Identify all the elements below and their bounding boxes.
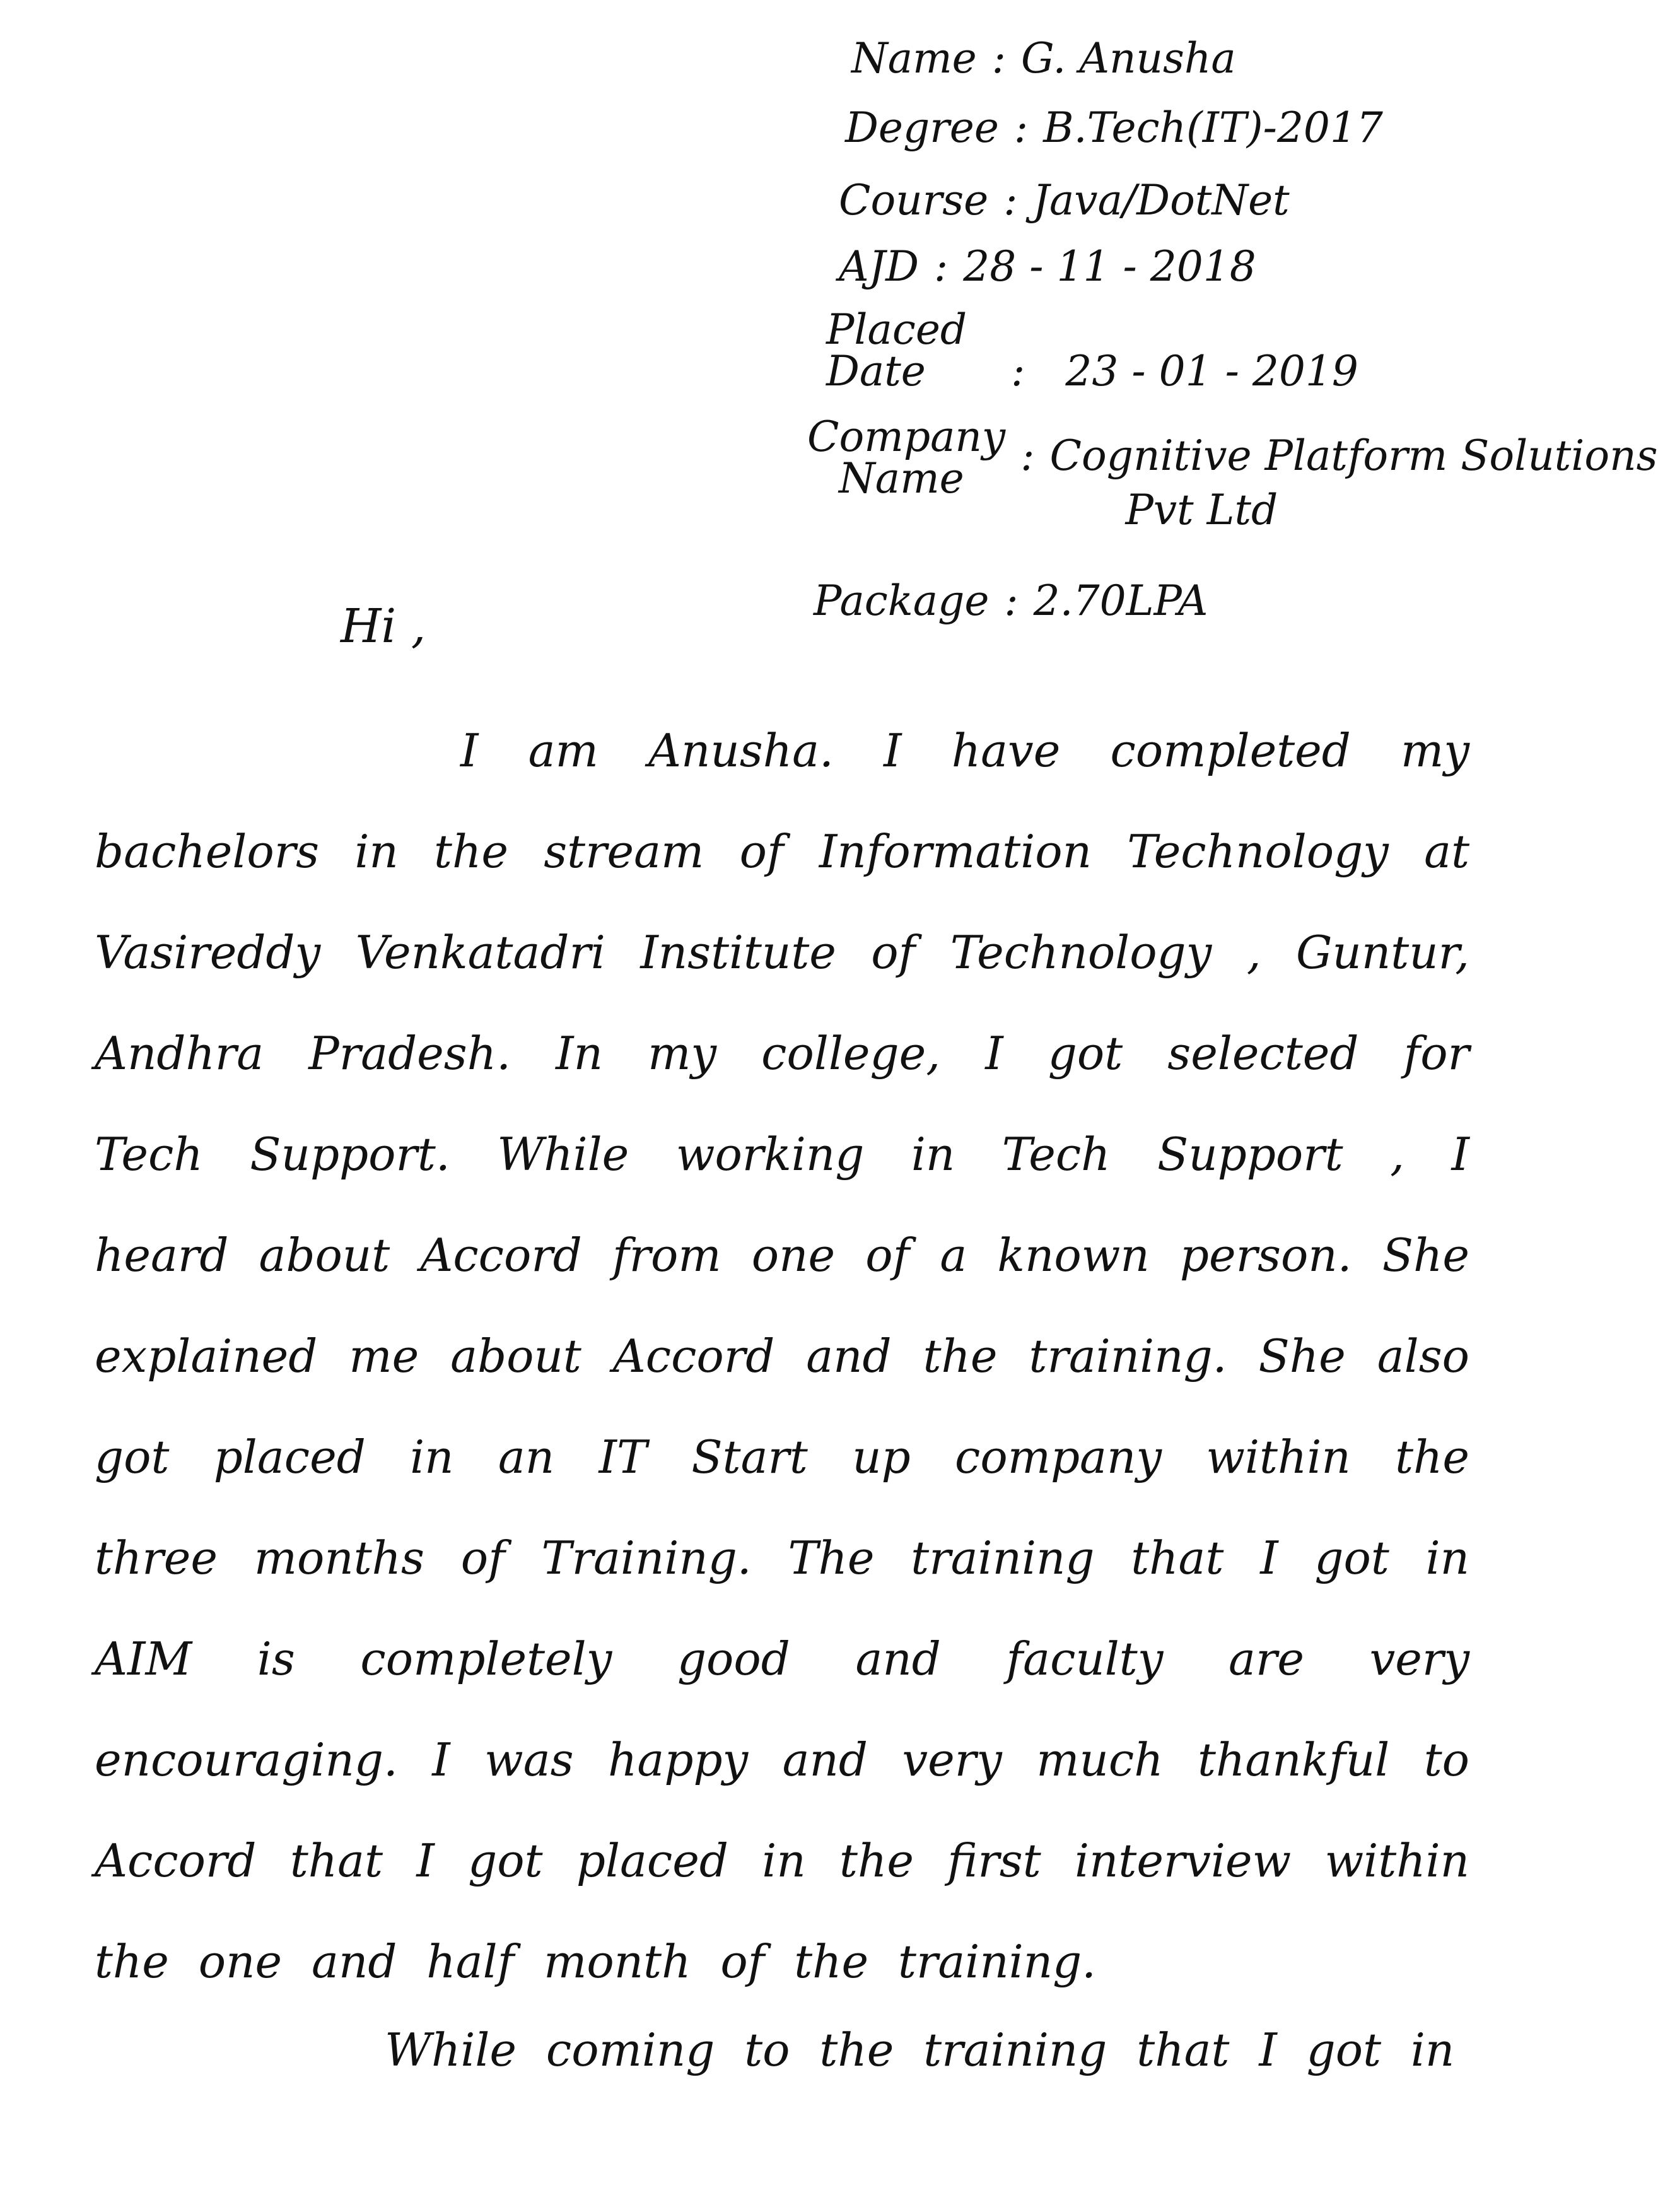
detail-label (807, 413, 1006, 503)
detail-label: Degree (845, 103, 999, 152)
detail-ajd (839, 242, 1256, 291)
detail-value-line: Pvt Ltd (1125, 486, 1278, 534)
detail-value: 28 - 11 - 2018 (963, 242, 1256, 291)
detail-separator: : (1004, 576, 1019, 625)
detail-separator: : (1020, 431, 1035, 480)
detail-separator: : (1011, 347, 1025, 395)
letter-paragraph-2: While coming to the training that I got in (385, 2023, 1455, 2076)
detail-value: G. Anusha (1021, 34, 1236, 83)
detail-name (851, 34, 1236, 83)
detail-separator: : (991, 34, 1006, 83)
detail-separator: : (1013, 103, 1029, 152)
detail-label: Package (814, 576, 990, 625)
detail-degree (845, 103, 1383, 152)
detail-course (839, 176, 1290, 225)
letter-greeting: Hi , (341, 599, 426, 653)
detail-label-line: Placed (826, 305, 967, 354)
detail-label: Course (839, 176, 989, 225)
detail-value: 23 - 01 - 2019 (1065, 347, 1358, 395)
detail-value: Java/DotNet (1032, 176, 1290, 225)
detail-company-name (807, 413, 1658, 534)
detail-label-line: Company (807, 413, 1006, 461)
detail-value: B.Tech(IT)-2017 (1043, 103, 1383, 152)
detail-separator: : (1003, 176, 1018, 225)
detail-package (814, 576, 1208, 625)
detail-value (1049, 431, 1658, 534)
detail-placed-date (826, 305, 1358, 395)
letter-paragraph-1: I am Anusha. I have completed my bachelors in the stream of Information Technology at Vasireddy Venkatadri Institute of Technology , Guntur, Andhra Pradesh. In my college, I got selected for Tech Support. While working in Tech Support , I heard about Accord from one of a known person. She explained me about Accord and the training. She also got placed in an IT Start up company within the three months of Training. The training that I got in AIM is completely good and faculty are very encouraging. I was happy and very much thankful to Accord that I got placed in the first interview within the one and half month of the training. (95, 724, 1469, 1988)
detail-label-line: Date (826, 347, 926, 395)
detail-separator: : (934, 242, 949, 291)
detail-label: Name (851, 34, 977, 83)
detail-value: 2.70LPA (1033, 576, 1208, 625)
detail-label-line: Name (839, 454, 964, 503)
detail-label (826, 305, 967, 395)
detail-label: AJD (839, 242, 919, 291)
detail-value-line: Cognitive Platform Solutions (1049, 431, 1658, 480)
